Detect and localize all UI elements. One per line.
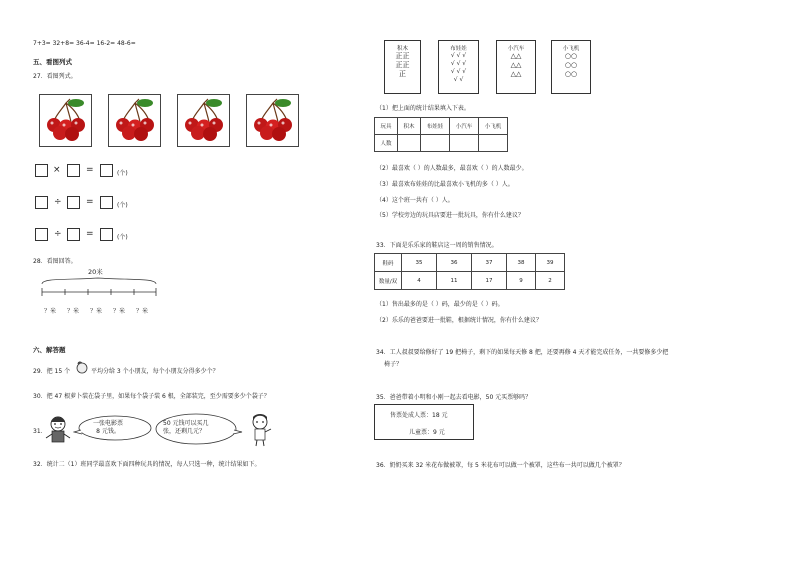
answer-box[interactable] [100, 164, 113, 177]
table-cell: 9 [507, 272, 536, 290]
table-row [375, 272, 565, 290]
cherry-icon [178, 95, 229, 146]
cherry-image [246, 94, 299, 147]
toy-name: 积木 [396, 46, 408, 52]
cherry-image [108, 94, 161, 147]
bubble-2-text: 50 元钱可以买几 张，还剩几元？ [163, 420, 209, 435]
tally-line: 正正 [395, 61, 410, 69]
table-header-cell: 36 [437, 254, 472, 272]
q27-text: 27．看图列式。 [33, 73, 77, 80]
q32-sub3: （3）最喜欢布娃娃的比最喜欢小飞机的多（ ）人。 [376, 181, 514, 188]
girl-cartoon-icon [246, 412, 274, 448]
tally-line: △△ [510, 70, 522, 78]
cherry-icon [109, 95, 160, 146]
cherry-icon [40, 95, 91, 146]
ruler-segment-label: ？米 [113, 308, 126, 315]
tally-line: √ √ √ [450, 68, 467, 75]
q32-sub4: （4）这个班一共有（ ）人。 [376, 197, 454, 204]
table-header-cell: 鞋码 [375, 254, 402, 272]
adult-price: 售票处成人票：18 元 [390, 412, 448, 419]
answer-box[interactable] [35, 196, 48, 209]
answer-box[interactable] [100, 228, 113, 241]
q32-sub1: （1）把上面的统计结果填入下表。 [376, 105, 470, 112]
table-cell: 数量/双 [375, 272, 402, 290]
q28-text: 28．看图回答。 [33, 258, 77, 265]
tally-line: △△ [510, 52, 522, 60]
q32-text: 32．统计二（1）班同学最喜欢下面四种玩具的情况，每人只选一种，统计结果如下。 [33, 461, 261, 468]
q29-text-a: 29．把 15 个 [33, 368, 71, 375]
unit-label: (个) [117, 202, 128, 209]
q29-text-b: 平均分给 3 个小朋友，每个小朋友分得多少个？ [91, 368, 219, 375]
table-cell: 2 [536, 272, 565, 290]
toy-name: 小飞机 [562, 46, 580, 52]
table-header-cell: 布娃娃 [421, 118, 450, 135]
table-cell[interactable] [479, 135, 508, 152]
child-price: 儿童票：9 元 [409, 429, 445, 436]
q33-text: 33．下面是乐乐家的鞋店这一周的销售情况。 [376, 242, 498, 249]
answer-box[interactable] [100, 196, 113, 209]
q32-sub5: （5）学校旁边的玩具店要进一批玩具，你有什么建议？ [376, 212, 524, 219]
table-header-cell: 35 [402, 254, 437, 272]
q30-text: 30．把 47 根萝卜装在袋子里，如果每个袋子装 6 根，全部装完，至少需要多少个袋子？ [33, 393, 270, 400]
answer-box[interactable] [67, 196, 80, 209]
answer-box[interactable] [67, 228, 80, 241]
toy-tally-blocks [384, 40, 421, 94]
q33-sub2: （2）乐乐的爸爸要进一批鞋，根据统计情况，你有什么建议？ [376, 317, 542, 324]
table-header-cell: 38 [507, 254, 536, 272]
cherry-image [177, 94, 230, 147]
q32-sub2: （2）最喜欢（ ）的人数最多，最喜欢（ ）的人数最少。 [376, 165, 528, 172]
answer-box[interactable] [35, 228, 48, 241]
table-header-cell: 积木 [398, 118, 421, 135]
boy-cartoon-icon [44, 414, 72, 446]
ruler-diagram [38, 274, 160, 302]
shoe-sales-table [374, 253, 565, 290]
tally-line: √ √ √ [450, 52, 467, 59]
tally-line: ○○ [564, 52, 578, 60]
toy-tally-doll [438, 40, 479, 94]
cherry-icon [247, 95, 298, 146]
table-header-cell: 玩具 [375, 118, 398, 135]
q36-text: 36．奶奶买来 32 米花布做被罩，每 5 米花布可以做一个被罩，这些布一共可以做几个被罩？ [376, 462, 625, 469]
peach-icon [75, 360, 89, 374]
toy-tally-car [496, 40, 536, 94]
unit-label: (个) [117, 234, 128, 241]
q34-text-b: 椅子？ [384, 361, 403, 368]
table-cell: 人数 [375, 135, 398, 152]
operator: ÷ [54, 197, 62, 207]
ruler-segment-label: ？米 [44, 308, 57, 315]
table-row [375, 135, 508, 152]
table-cell[interactable] [398, 135, 421, 152]
tally-line: 正正 [395, 52, 410, 60]
cherry-image [39, 94, 92, 147]
table-cell: 17 [472, 272, 507, 290]
ruler-segment-label: ？米 [136, 308, 149, 315]
table-row [375, 254, 565, 272]
ruler-total-label: 20米 [88, 268, 103, 276]
toy-tally-plane [551, 40, 591, 94]
tally-line: √ √ √ [450, 60, 467, 67]
table-cell: 11 [437, 272, 472, 290]
q33-sub1: （1）售出最多的是（ ）码，最少的是（ ）码。 [376, 301, 504, 308]
operator: ÷ [54, 229, 62, 239]
tally-line: ○○ [564, 70, 578, 78]
table-cell[interactable] [421, 135, 450, 152]
ticket-price-box [374, 404, 474, 440]
bubble-1-text: 一张电影票 8 元钱。 [93, 420, 124, 435]
table-header-cell: 小汽车 [450, 118, 479, 135]
calc-row: 7+3= 32+8= 36-4= 16-2= 48-6= [33, 40, 136, 47]
table-cell: 4 [402, 272, 437, 290]
toy-count-table [374, 117, 508, 152]
operator: × [53, 165, 61, 175]
table-cell[interactable] [450, 135, 479, 152]
toy-name: 小汽车 [507, 46, 525, 52]
table-row [375, 118, 508, 135]
equals-sign: = [86, 165, 94, 175]
section6-title: 六、解答题 [33, 346, 66, 354]
ruler-segment-label: ？米 [67, 308, 80, 315]
equals-sign: = [86, 229, 94, 239]
equals-sign: = [86, 197, 94, 207]
table-header-cell: 小飞机 [479, 118, 508, 135]
ruler-segment-label: ？米 [90, 308, 103, 315]
answer-box[interactable] [67, 164, 80, 177]
tally-line: △△ [510, 61, 522, 69]
table-header-cell: 39 [536, 254, 565, 272]
tally-line: 正 [399, 70, 406, 78]
tally-line: √ √ [453, 76, 464, 83]
table-header-cell: 37 [472, 254, 507, 272]
q34-text-a: 34．工人叔叔要给修好了 19 把椅子，剩下的如果每天修 8 把，还要再修 4 天才能完成任务，一共要修多少把 [376, 349, 669, 356]
answer-box[interactable] [35, 164, 48, 177]
tally-line: ○○ [564, 61, 578, 69]
toy-name: 布娃娃 [450, 46, 467, 52]
q35-text: 35．爸爸带着小明和小刚一起去看电影，50 元买票够吗？ [376, 394, 532, 401]
unit-label: (个) [117, 170, 128, 177]
section5-title: 五、看图列式 [33, 58, 72, 66]
q31-label: 31． [33, 428, 47, 435]
